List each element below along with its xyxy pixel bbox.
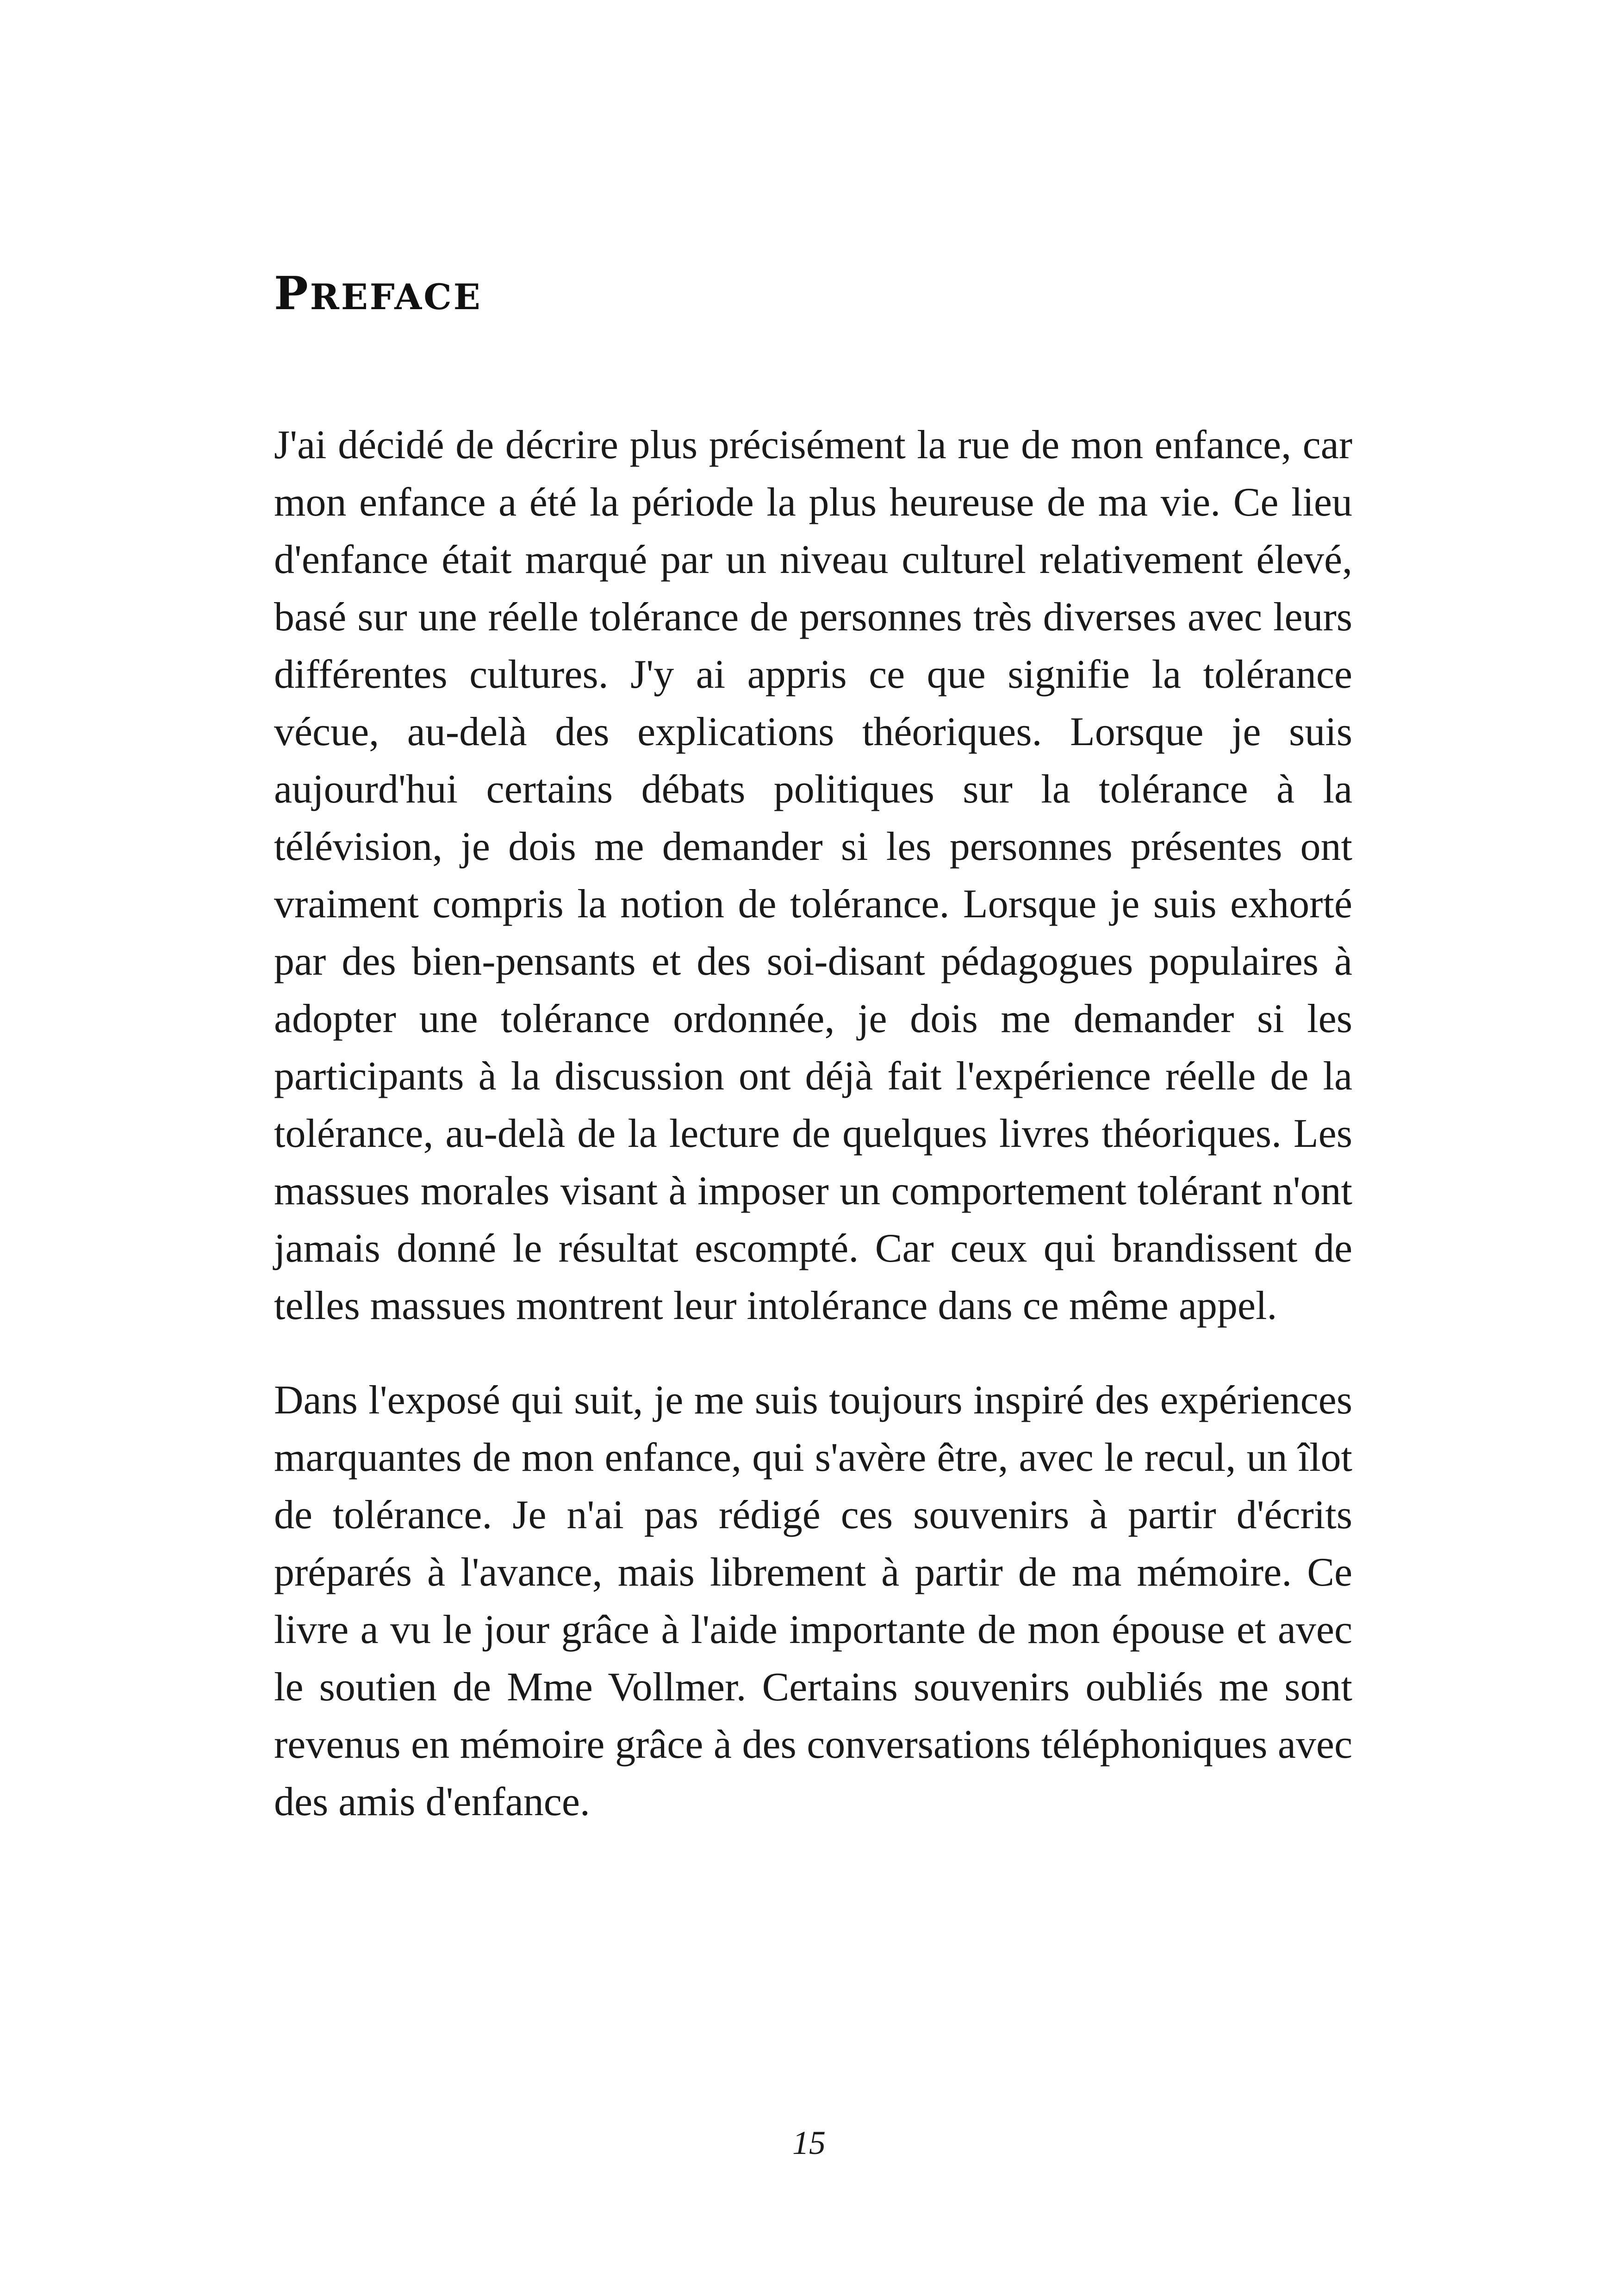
chapter-title-initial: P <box>274 267 310 320</box>
paragraph: J'ai décidé de décrire plus précisément la rue de mon enfance, car mon enfance a été la période la plus heureuse de ma vie. Ce lieu d'enfance était marqué par un niveau culturel relativement élevé, basé sur une réelle tolérance de personnes très diverses avec leurs différentes cultures. J'y ai appris ce que signifie la tolérance vécue, au-delà des explications théoriques. Lorsque je suis aujourd'hui certains débats politiques sur la tolérance à la télévision, je dois me demander si les personnes présentes ont vraiment compris la notion de tolérance. Lorsque je suis exhorté par des bien-pensants et des soi-disant pédagogues populaires à adopter une tolérance ordonnée, je dois me demander si les participants à la discussion ont déjà fait l'expérience réelle de la tolérance, au-delà de la lecture de quelques livres théoriques. Les massues morales visant à imposer un comportement tolérant n'ont jamais donné le résultat escompté. Car ceux qui brandissent de telles massues montrent leur intolérance dans ce même appel. <box>274 423 1352 1328</box>
paragraph: Dans l'exposé qui suit, je me suis toujours inspiré des expériences marquantes de mon enfance, qui s'avère être, avec le recul, un îlot de tolérance. Je n'ai pas rédigé ces souvenirs à partir d'écrits préparés à l'avance, mais librement à partir de ma mémoire. Ce livre a vu le jour grâce à l'aide importante de mon épouse et avec le soutien de Mme Vollmer. Certains souvenirs oubliés me sont revenus en mémoire grâce à des conversations téléphoniques avec des amis d'enfance. <box>274 1378 1352 1824</box>
body-text <box>274 417 1352 1831</box>
chapter-title <box>274 259 829 332</box>
page-number: 15 <box>792 2124 826 2161</box>
chapter-title-rest: REFACE <box>310 276 482 317</box>
